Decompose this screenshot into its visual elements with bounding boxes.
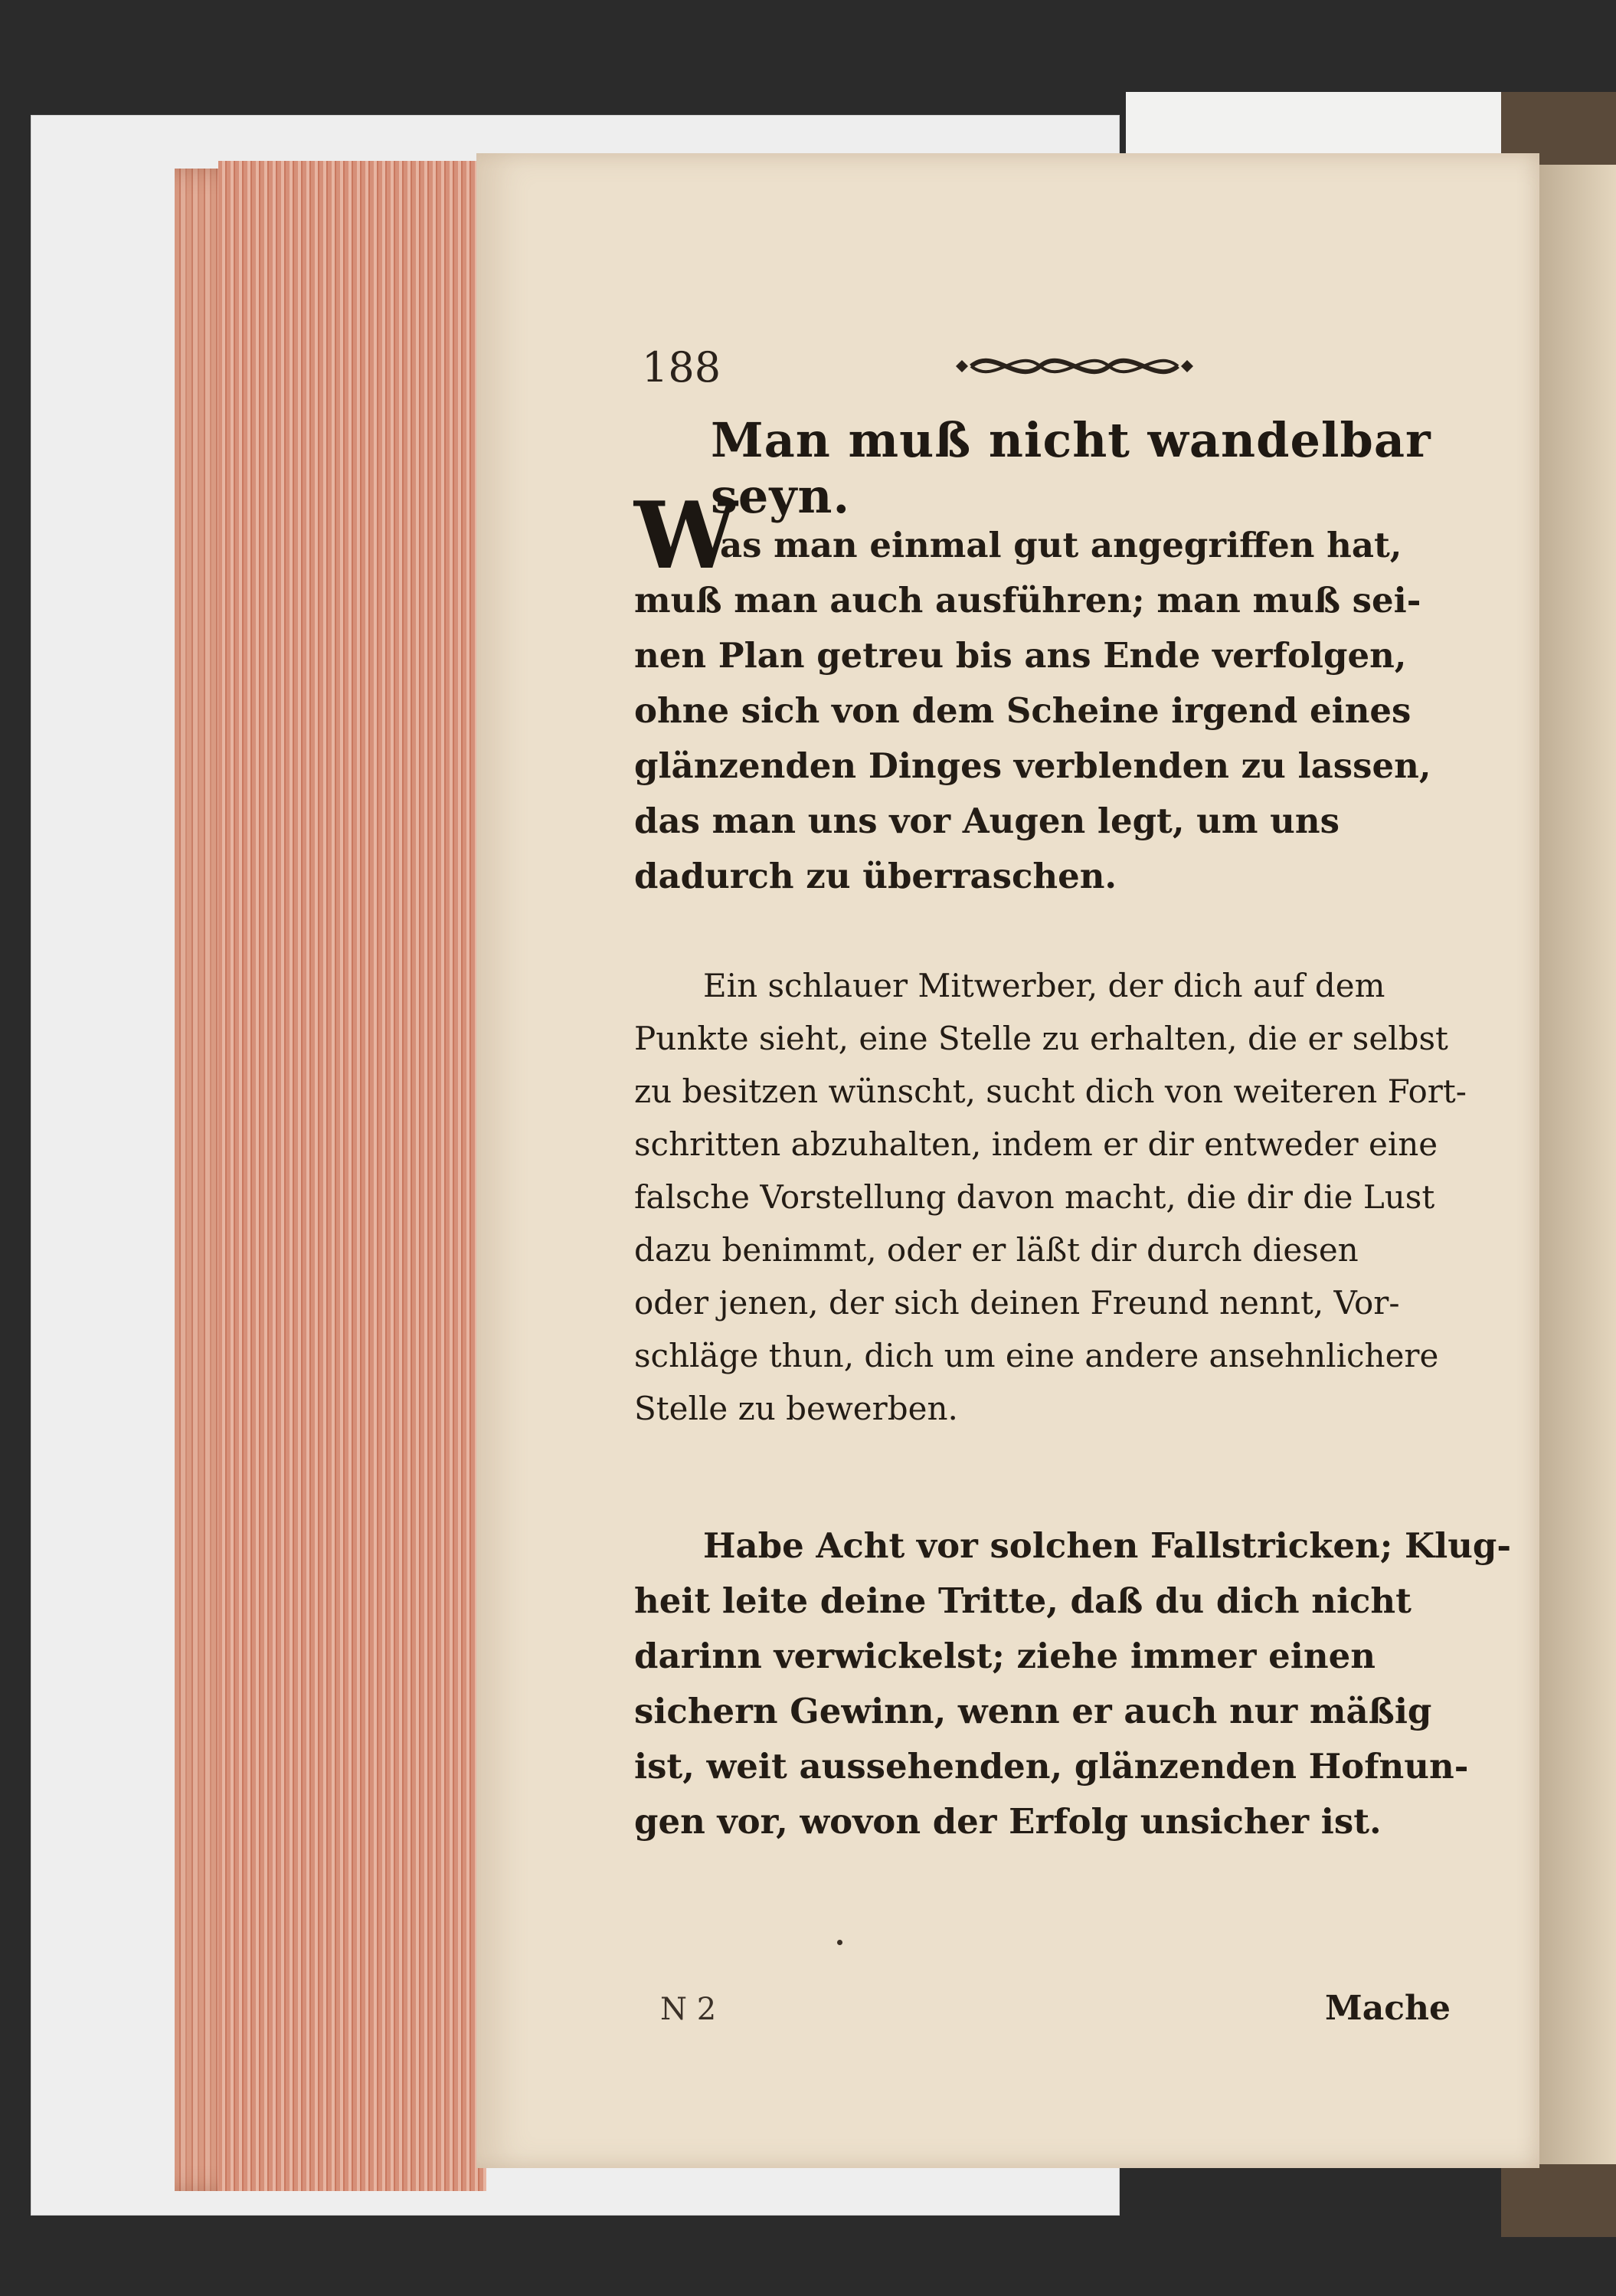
paragraph-1 <box>634 518 1484 904</box>
text-line: zu besitzen wünscht, sucht dich von weiteren Fort- <box>634 1073 1467 1110</box>
text-line: as man einmal gut angegriffen hat, <box>720 525 1402 565</box>
paragraph-3 <box>634 1518 1512 1849</box>
drop-cap: W <box>634 482 738 590</box>
page-edges-red <box>218 161 486 2191</box>
text-line: muß man auch ausführen; man muß sei- <box>634 580 1421 621</box>
page-title: Man muß nicht wandelbar seyn. <box>711 412 1431 524</box>
page-number: 188 <box>642 343 721 391</box>
signature-mark: N 2 <box>660 1992 717 2027</box>
text-line: glänzenden Dinges verblenden zu lassen, <box>634 745 1431 786</box>
text-line: Habe Acht vor solchen Fallstricken; Klug- <box>703 1525 1512 1566</box>
text-line: Punkte sieht, eine Stelle zu erhalten, die er selbst <box>634 1020 1448 1057</box>
text-line: sichern Gewinn, wenn er auch nur mäßig <box>634 1691 1432 1731</box>
text-line: heit leite deine Tritte, daß du dich nicht <box>634 1580 1412 1621</box>
text-line: gen vor, wovon der Erfolg unsicher ist. <box>634 1801 1382 1842</box>
book-gutter <box>1539 165 1616 2164</box>
text-line: Ein schlauer Mitwerber, der dich auf dem <box>703 967 1385 1004</box>
text-line: Stelle zu bewerben. <box>634 1390 958 1427</box>
text-line: darinn verwickelst; ziehe immer einen <box>634 1636 1376 1676</box>
text-line: schritten abzuhalten, indem er dir entweder eine <box>634 1125 1438 1163</box>
page-header <box>642 343 1484 405</box>
paragraph-2 <box>634 959 1484 1435</box>
text-line: oder jenen, der sich deinen Freund nennt, Vor- <box>634 1284 1400 1322</box>
ornament-icon <box>948 343 1201 389</box>
text-line: das man uns vor Augen legt, um uns <box>634 801 1340 841</box>
ink-speck <box>837 1940 842 1945</box>
text-line: falsche Vorstellung davon macht, die dir die Lust <box>634 1178 1435 1216</box>
catchword: Mache <box>1325 1989 1451 2028</box>
text-line: dazu benimmt, oder er läßt dir durch diesen <box>634 1231 1359 1269</box>
text-line: ist, weit aussehenden, glänzenden Hofnun- <box>634 1746 1469 1787</box>
text-line: schläge thun, dich um eine andere ansehnlichere <box>634 1337 1439 1374</box>
text-line: nen Plan getreu bis ans Ende verfolgen, <box>634 635 1407 676</box>
text-line: ohne sich von dem Scheine irgend eines <box>634 690 1412 731</box>
text-line: dadurch zu überraschen. <box>634 856 1117 896</box>
